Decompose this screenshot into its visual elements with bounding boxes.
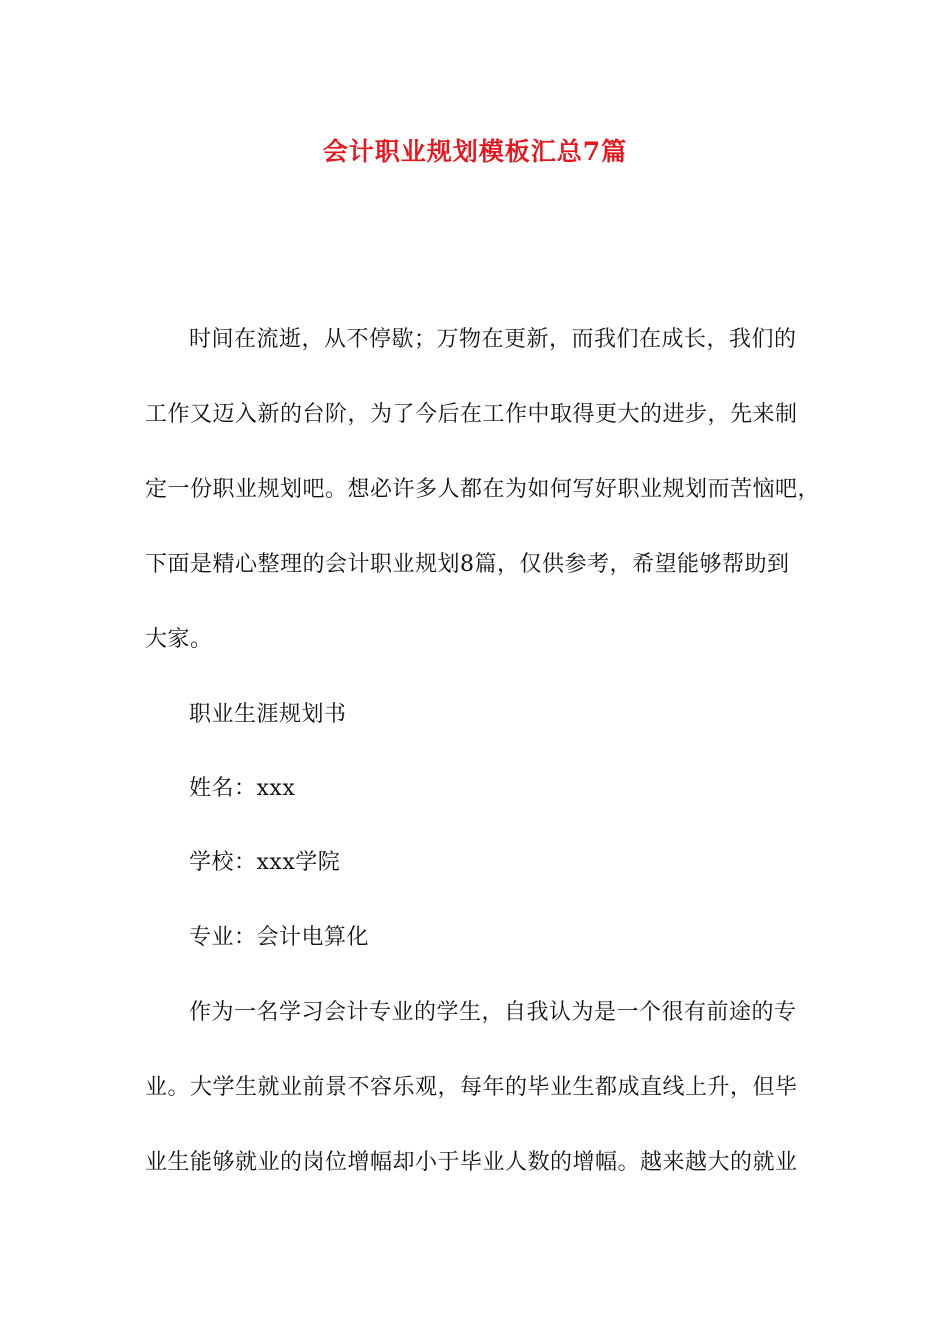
paragraph-line: 时间在流逝，从不停歇；万物在更新，而我们在成长，我们的: [189, 327, 797, 352]
paragraph-line: 工作又迈入新的台阶，为了今后在工作中取得更大的进步，先来制: [145, 402, 798, 427]
paragraph-line: 定一份职业规划吧。想必许多人都在为如何写好职业规划而苦恼吧，: [145, 477, 821, 502]
section-heading: 职业生涯规划书: [189, 702, 347, 727]
name-line: 姓名：xxx: [189, 776, 296, 801]
document-title: 会计职业规划模板汇总7篇: [322, 137, 628, 166]
paragraph-line: 大家。: [145, 627, 213, 652]
paragraph-line: 业。大学生就业前景不容乐观，每年的毕业生都成直线上升，但毕: [145, 1075, 798, 1100]
paragraph-line: 作为一名学习会计专业的学生，自我认为是一个很有前途的专: [189, 1000, 797, 1025]
major-line: 专业：会计电算化: [189, 925, 370, 950]
school-line: 学校：xxx学院: [189, 850, 341, 875]
paragraph-line: 业生能够就业的岗位增幅却小于毕业人数的增幅。越来越大的就业: [145, 1150, 798, 1175]
paragraph-line: 下面是精心整理的会计职业规划8篇，仅供参考，希望能够帮助到: [145, 552, 790, 577]
